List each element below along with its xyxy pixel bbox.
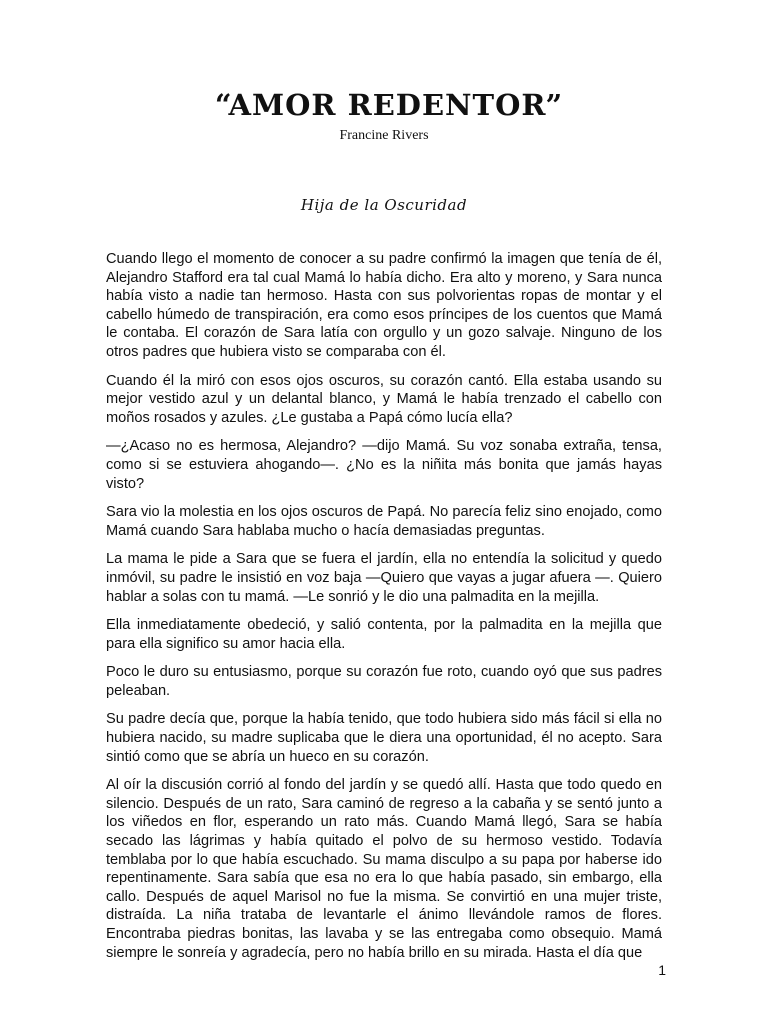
paragraph: Al oír la discusión corrió al fondo del jardín y se quedó allí. Hasta que todo quedo en silencio. Después de un rato, Sara caminó de regreso a la cabaña y se sentó junto a los viñedos en flor, esperando un rato más. Cuando Mamá llegó, Sara se había secado las lágrimas y había quitado el polvo de su hermoso vestido. Todavía temblaba por lo que había escuchado. Su mama disculpo a su papa por haberse ido repentinamente. Sara sabía que esa no era lo que había pasado, sin embargo, ella callo. Después de aquel Marisol no fue la misma. Se convirtió en una mujer triste, distraída. La niña trataba de levantarle el ánimo llevándole ramos de flores. Encontraba piedras bonitas, las lavaba y se las entregaba como obsequio. Mamá siempre le sonreía y agradecía, pero no había brillo en su mirada. Hasta el día que <box>106 777 662 961</box>
body-text <box>106 250 662 972</box>
paragraph: Poco le duro su entusiasmo, porque su corazón fue roto, cuando oyó que sus padres peleaban. <box>106 664 662 699</box>
paragraph: Su padre decía que, porque la había tenido, que todo hubiera sido más fácil si ella no hubiera nacido, su madre suplicaba que le diera una oportunidad, él no acepto. Sara sintió como que se abría un hueco en su corazón. <box>106 711 662 765</box>
document-title: “AMOR REDENTOR” <box>214 88 564 122</box>
paragraph: Cuando él la miró con esos ojos oscuros, su corazón cantó. Ella estaba usando su mejor vestido azul y un delantal blanco, y Mamá le había trenzado el cabello con moños rosados y azules. ¿Le gustaba a Papá cómo lucía ella? <box>106 372 662 426</box>
author-name: Francine Rivers <box>339 128 429 143</box>
paragraph: Cuando llego el momento de conocer a su padre confirmó la imagen que tenía de él, Alejandro Stafford era tal cual Mamá lo había dicho. Era alto y moreno, y Sara nunca había visto a nadie tan hermoso. Hasta con sus polvorientas ropas de montar y el cabello húmedo de transpiración, era como esos príncipes de los cuentos que Mamá le contaba. El corazón de Sara latía con orgullo y un gozo salvaje. Ninguno de los otros padres que hubiera visto se comparaba con él. <box>106 251 662 360</box>
paragraph: Sara vio la molestia en los ojos oscuros de Papá. No parecía feliz sino enojado, como Mamá cuando Sara hablaba mucho o hacía demasiadas preguntas. <box>106 504 662 539</box>
paragraph: Ella inmediatamente obedeció, y salió contenta, por la palmadita en la mejilla que para ella significo su amor hacia ella. <box>106 617 662 652</box>
page-number: 1 <box>658 962 666 978</box>
paragraph: La mama le pide a Sara que se fuera el jardín, ella no entendía la solicitud y quedo inmóvil, su padre le insistió en voz baja —Quiero que vayas a jugar afuera —. Quiero hablar a solas con tu mamá. —Le sonrió y le dio una palmadita en la mejilla. <box>106 551 662 605</box>
paragraph: —¿Acaso no es hermosa, Alejandro? —dijo Mamá. Su voz sonaba extraña, tensa, como si se estuviera ahogando—. ¿No es la niñita más bonita que jamás hayas visto? <box>106 438 662 492</box>
chapter-title: Hija de la Oscuridad <box>300 196 468 214</box>
